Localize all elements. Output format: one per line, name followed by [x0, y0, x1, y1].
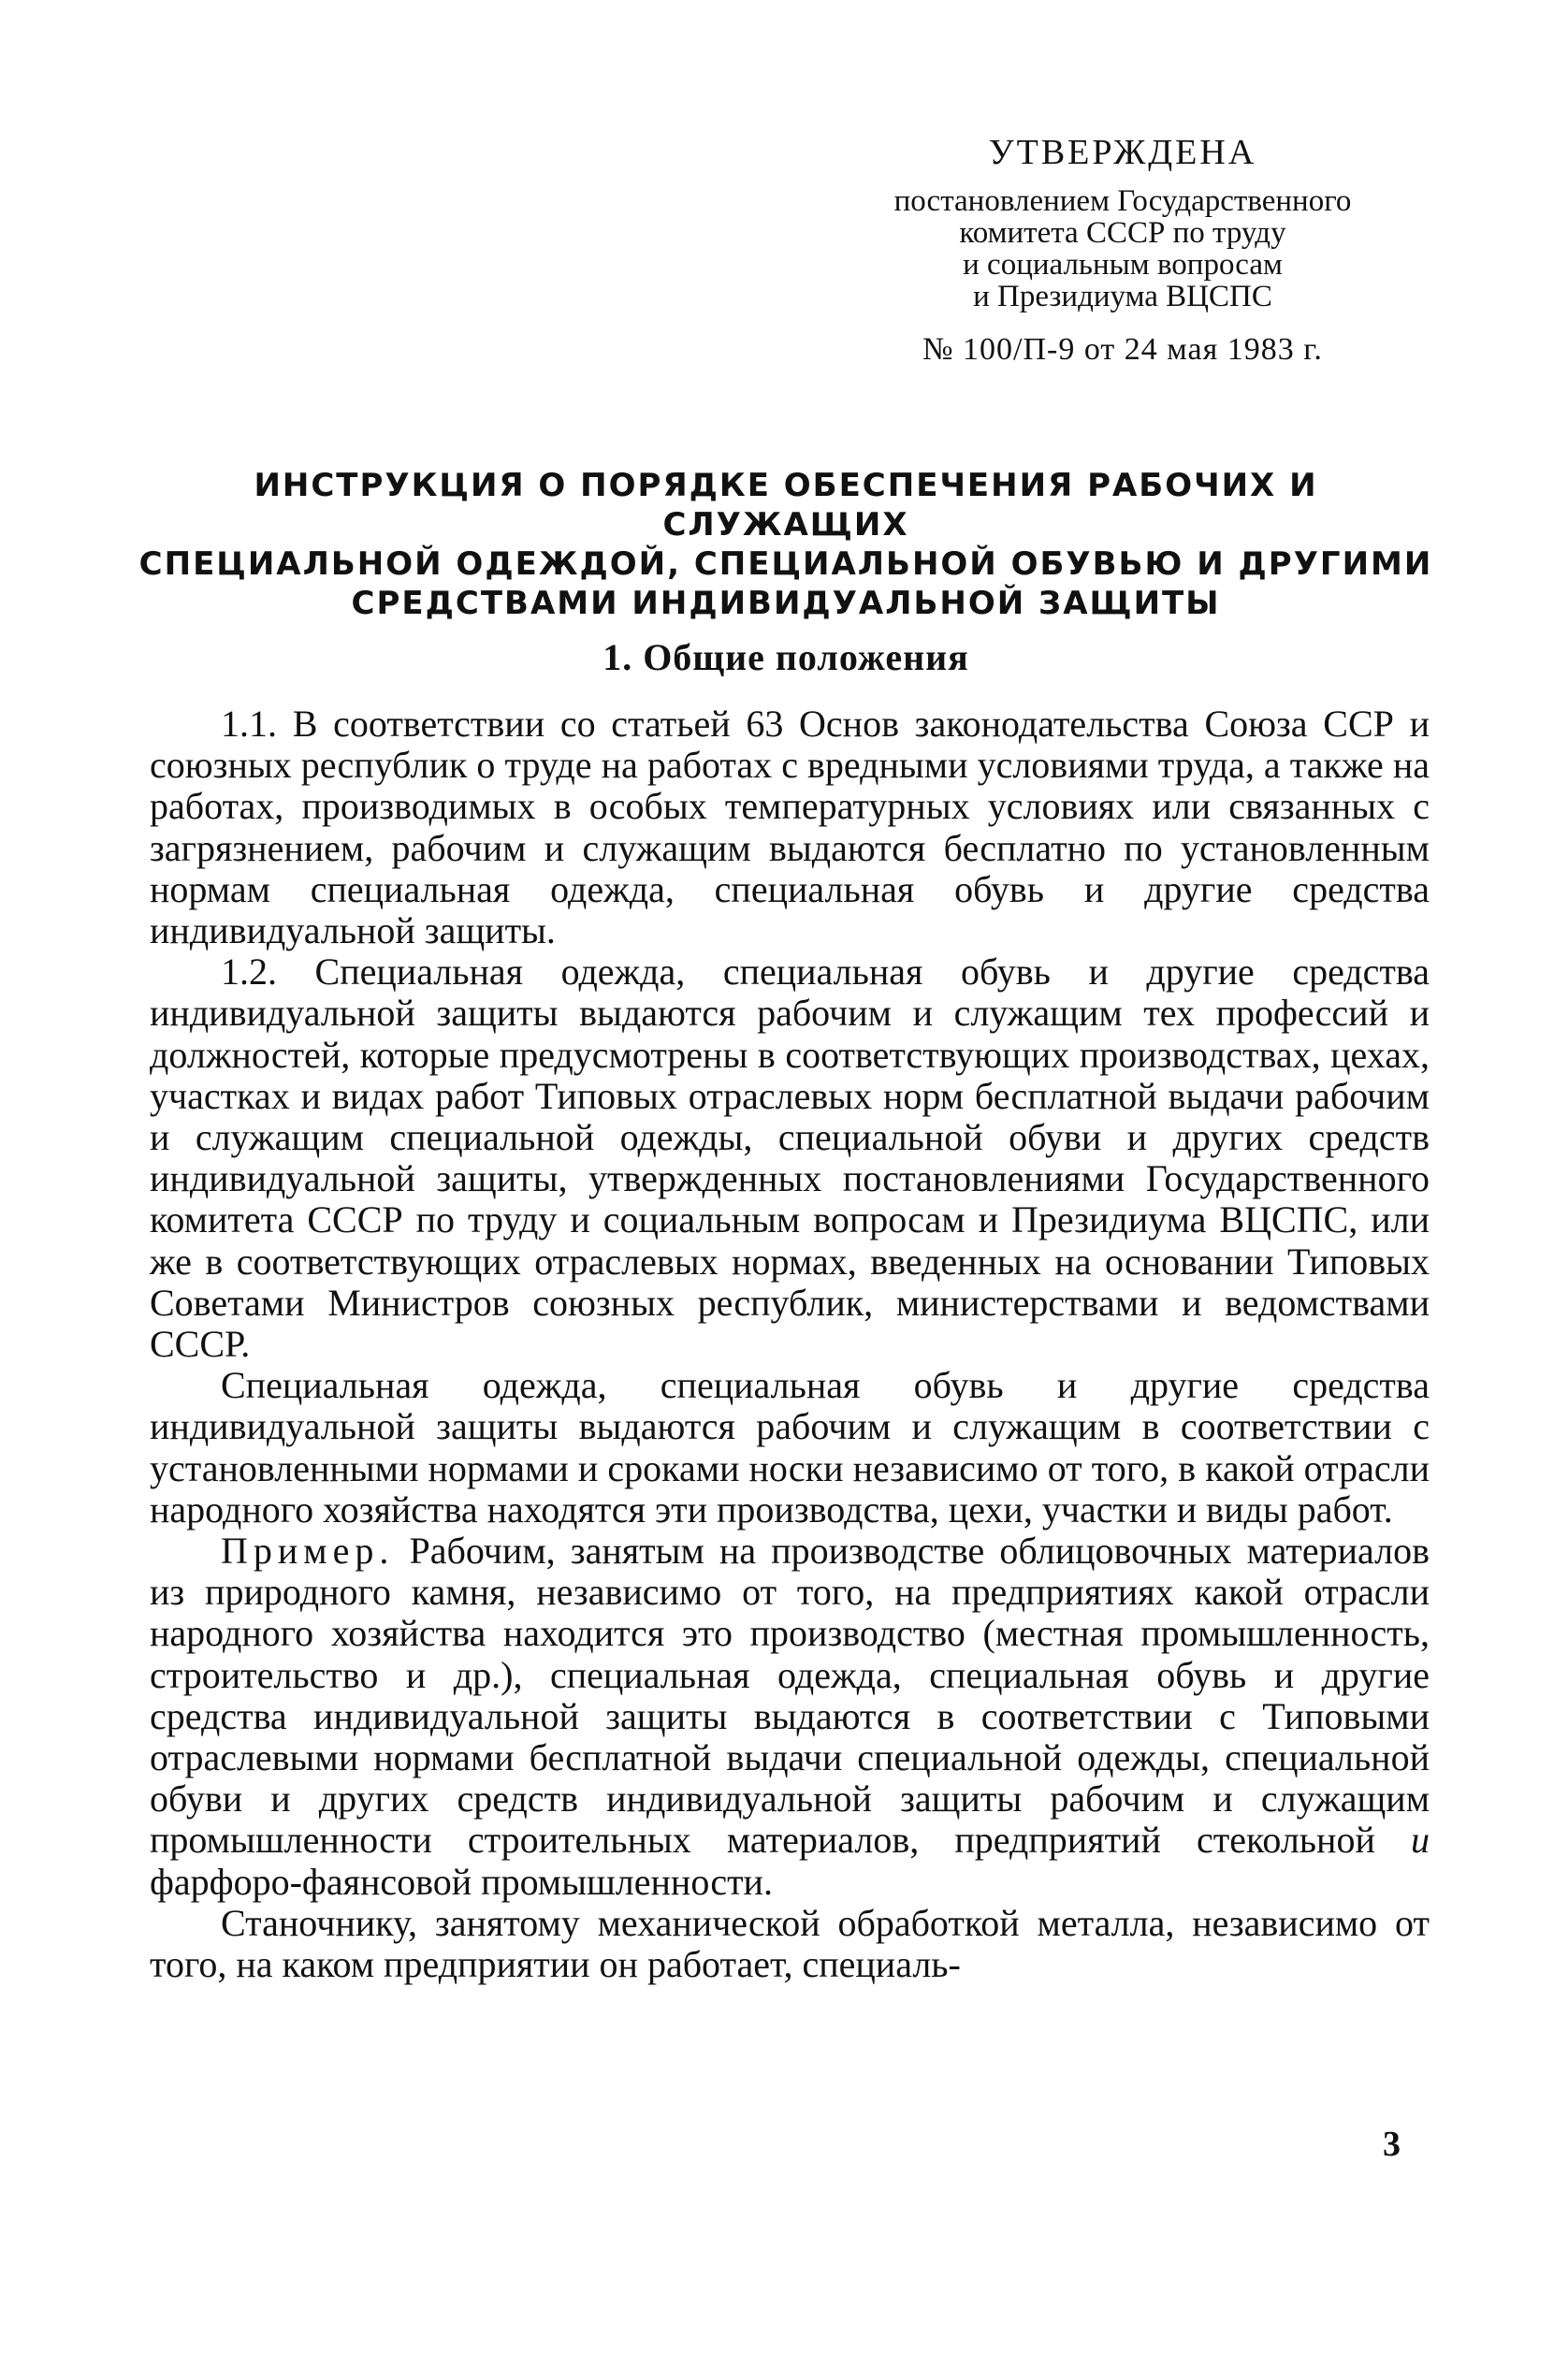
title-line: ИНСТРУКЦИЯ О ПОРЯДКЕ ОБЕСПЕЧЕНИЯ РАБОЧИХ И СЛУЖАЩИХ [254, 467, 1318, 544]
approval-heading: УТВЕРЖДЕНА [988, 133, 1257, 172]
paragraph-example [150, 1531, 1430, 1903]
approval-block [823, 131, 1422, 369]
approval-line: и социальным вопросам [963, 248, 1283, 282]
page-number: 3 [1383, 2125, 1401, 2164]
paragraph-1-2-continued: Специальная одежда, специальная обувь и другие средства индивидуальной защиты выдаются рабочим и служащим в соответствии с установленными нормами и сроками носки независимо от того, в какой отрасли народного хозяйства находятся эти производства, цехи, участки и виды работ. [150, 1364, 1430, 1531]
paragraph-machinist: Станочнику, занятому механической обработкой металла, независимо от того, на каком предприятии он работает, специаль- [150, 1901, 1430, 1986]
approval-line: постановлением Государственного [893, 184, 1352, 218]
section-heading: 1. Общие положения [603, 636, 969, 678]
example-text-italic: и [1411, 1819, 1430, 1862]
example-text-a: Рабочим, занятым на производстве облицовочных материалов из природного камня, независимо от того, на предприятиях какой отрасли народного хозяйства находится это производство (местная промышленность, строительство и др.), специальная одежда, специальная обувь и другие средства индивидуальной защиты выдаются в соответствии с Типовыми отраслевыми нормами бесплатной выдачи специальной одежды, специальной обуви и других средств индивидуальной защиты рабочим и служащим промышленности строительных материалов, предприятий стекольной [150, 1530, 1430, 1862]
paragraph-1-1: 1.1. В соответствии со статьей 63 Основ законодательства Союза ССР и союзных республик о труде на работах с вредными условиями труда, а также на работах, производимых в особых температурных условиях или связанных с загрязнением, рабочим и служащим выдаются бесплатно по установленным нормам специальная одежда, специальная обувь и другие средства индивидуальной защиты. [150, 703, 1430, 952]
approval-line: комитета СССР по труду [959, 216, 1286, 250]
example-text-b: фарфоро-фаянсовой промышленности. [150, 1860, 773, 1903]
document-title [131, 466, 1441, 623]
approval-line: и Президиума ВЦСПС [973, 280, 1272, 313]
approval-number: № 100/П-9 от 24 мая 1983 г. [922, 332, 1323, 367]
title-line: СРЕДСТВАМИ ИНДИВИДУАЛЬНОЙ ЗАЩИТЫ [351, 585, 1221, 622]
title-line: СПЕЦИАЛЬНОЙ ОДЕЖДОЙ, СПЕЦИАЛЬНОЙ ОБУВЬЮ И ДРУГИМИ [138, 545, 1433, 583]
body-text [150, 704, 1430, 1985]
example-label: Пример. [221, 1530, 395, 1573]
paragraph-1-2: 1.2. Специальная одежда, специальная обувь и другие средства индивидуальной защиты выдаются рабочим и служащим тех профессий и должностей, которые предусмотрены в соответствующих производствах, цехах, участках и видах работ Типовых отраслевых норм бесплатной выдачи рабочим и служащим специальной одежды, специальной обуви и других средств индивидуальной защиты, утвержденных постановлениями Государственного комитета СССР по труду и социальным вопросам и Президиума ВЦСПС, или же в соответствующих отраслевых нормах, введенных на основании Типовых Советами Министров союзных республик, министерствами и ведомствами СССР. [150, 950, 1430, 1366]
